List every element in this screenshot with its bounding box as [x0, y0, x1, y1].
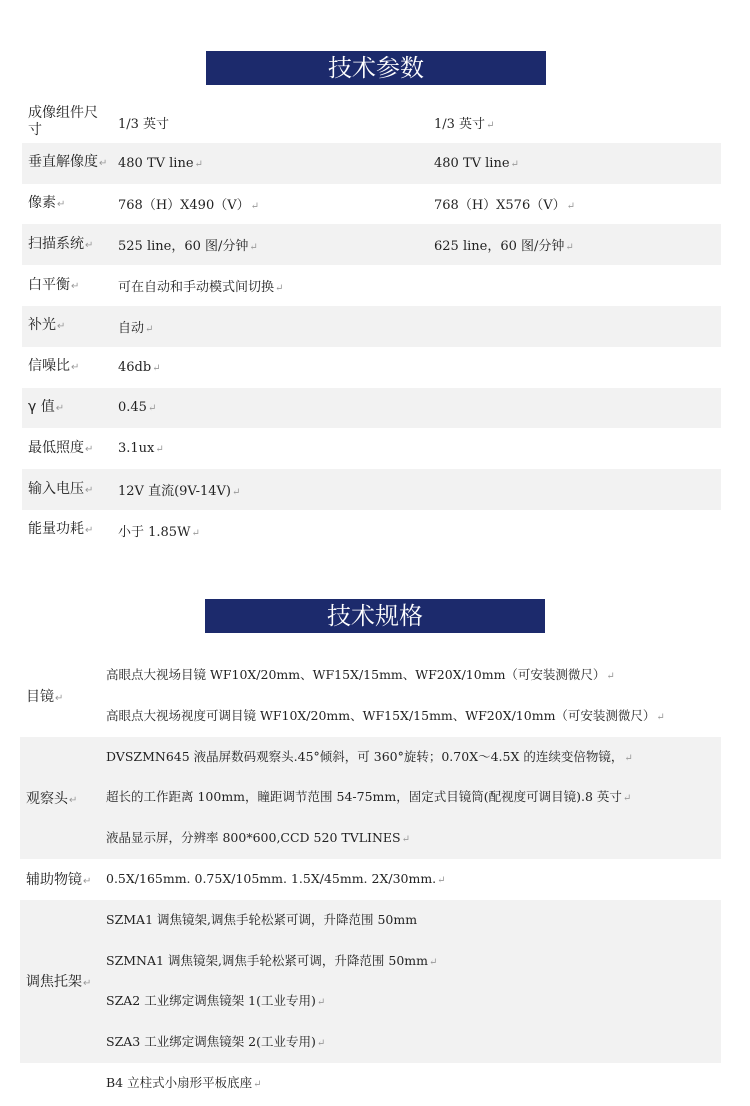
param-value-2: 1/3 英寸	[434, 116, 486, 132]
param-value-1: 480 TV line	[118, 155, 194, 171]
param-label: 像素	[28, 194, 56, 211]
paragraph-mark-icon: ↵	[83, 876, 92, 888]
table-row	[22, 388, 721, 429]
param-label: 成像组件尺寸	[28, 105, 98, 139]
table-row	[22, 469, 721, 510]
paragraph-mark-icon: ↵	[250, 201, 259, 213]
param-value-1: 12V 直流(9V-14V)	[118, 484, 231, 500]
paragraph-mark-icon: ↵	[232, 487, 241, 499]
paragraph-mark-icon: ↵	[145, 323, 154, 335]
spec-label: 调焦托架	[26, 974, 82, 991]
paragraph-mark-icon: ↵	[275, 283, 284, 295]
paragraph-mark-icon: ↵	[429, 956, 438, 968]
paragraph-mark-icon: ↵	[656, 711, 665, 723]
spec-line: SZMA1 调焦镜架,调焦手轮松紧可调，升降范围 50mm	[106, 911, 418, 927]
paragraph-mark-icon: ↵	[57, 321, 66, 333]
param-label: γ 值	[28, 398, 55, 415]
paragraph-mark-icon: ↵	[565, 242, 574, 254]
table-row	[22, 306, 721, 347]
spec-block-base	[20, 1063, 721, 1104]
paragraph-mark-icon: ↵	[71, 362, 80, 374]
spec-line: SZA2 工业绑定调焦镜架 1(工业专用)↵	[106, 993, 326, 1009]
paragraph-mark-icon: ↵	[194, 158, 203, 170]
paragraph-mark-icon: ↵	[55, 692, 64, 704]
param-value-2: 480 TV line	[434, 155, 510, 171]
paragraph-mark-icon: ↵	[191, 527, 200, 539]
param-value-1: 1/3 英寸	[118, 116, 170, 132]
paragraph-mark-icon: ↵	[99, 158, 108, 170]
spec-line: B4 立柱式小扇形平板底座↵	[106, 1074, 262, 1090]
table-row	[22, 265, 721, 306]
paragraph-mark-icon: ↵	[69, 794, 78, 806]
spec-line: 高眼点大视场目镜 WF10X/20mm、WF15X/15mm、WF20X/10mm（可安装测微尺）↵	[106, 667, 615, 682]
param-label: 垂直解像度	[28, 154, 98, 171]
table-row	[22, 184, 721, 225]
spec-line: 0.5X/165mm. 0.75X/105mm. 1.5X/45mm. 2X/30mm.↵	[106, 870, 446, 886]
param-label: 输入电压	[28, 480, 84, 497]
param-label: 白平衡	[28, 276, 70, 293]
param-value-1: 可在自动和手动模式间切换	[118, 280, 275, 296]
table-row	[22, 428, 721, 469]
param-label: 扫描系统	[28, 235, 84, 252]
paragraph-mark-icon: ↵	[437, 874, 446, 886]
param-value-2: 768（H）X576（V）	[434, 198, 566, 214]
param-value-1: 46db	[118, 359, 152, 375]
paragraph-mark-icon: ↵	[85, 525, 94, 537]
paragraph-mark-icon: ↵	[57, 198, 66, 210]
table-row	[22, 224, 721, 265]
paragraph-mark-icon: ↵	[85, 239, 94, 251]
paragraph-mark-icon: ↵	[510, 158, 519, 170]
param-label: 补光	[28, 317, 56, 334]
spec-line: DVSZMN645 液晶屏数码观察头.45°倾斜，可 360°旋转；0.70X～4.5X 的连续变倍物镜，↵	[106, 748, 633, 764]
spec-block-bracket	[20, 900, 721, 1063]
paragraph-mark-icon: ↵	[486, 119, 495, 131]
param-value-1: 0.45	[118, 400, 147, 416]
spec-line: SZMNA1 调焦镜架,调焦手轮松紧可调，升降范围 50mm↵	[106, 952, 438, 968]
spec-line: 超长的工作距离 100mm，瞳距调节范围 54-75mm，固定式目镜筒(配视度可调目镜).8 英寸↵	[106, 789, 632, 805]
paragraph-mark-icon: ↵	[55, 402, 65, 414]
paragraph-mark-icon: ↵	[253, 1078, 262, 1090]
spec-block-aux	[20, 859, 721, 900]
section-title-specs: 技术规格	[205, 599, 545, 633]
paragraph-mark-icon: ↵	[566, 201, 575, 213]
paragraph-mark-icon: ↵	[152, 362, 161, 374]
spec-label: 辅助物镜	[26, 872, 82, 889]
paragraph-mark-icon: ↵	[316, 1038, 326, 1050]
table-row	[22, 143, 721, 184]
table-row	[22, 510, 721, 551]
params-table	[22, 102, 721, 551]
table-row	[22, 347, 721, 388]
param-value-2: 625 line，60 图/分钟	[434, 239, 565, 255]
param-label: 信噪比	[28, 358, 70, 375]
paragraph-mark-icon: ↵	[624, 752, 633, 764]
spec-label: 目镜	[26, 688, 54, 705]
spec-line: 液晶显示屏，分辨率 800*600,CCD 520 TVLINES↵	[106, 830, 410, 846]
param-value-1: 768（H）X490（V）	[118, 198, 250, 214]
paragraph-mark-icon: ↵	[155, 444, 164, 456]
paragraph-mark-icon: ↵	[622, 793, 632, 805]
param-value-1: 小于 1.85W	[118, 524, 191, 540]
paragraph-mark-icon: ↵	[316, 997, 326, 1009]
param-value-1: 自动	[118, 320, 145, 336]
spec-label: 观察头	[26, 790, 68, 807]
param-value-1: 3.1ux	[118, 441, 155, 457]
param-value-1: 525 line，60 图/分钟	[118, 239, 249, 255]
paragraph-mark-icon: ↵	[606, 671, 615, 682]
paragraph-mark-icon: ↵	[147, 403, 157, 415]
spec-line: SZA3 工业绑定调焦镜架 2(工业专用)↵	[106, 1034, 326, 1050]
paragraph-mark-icon: ↵	[249, 242, 258, 254]
spec-line: 高眼点大视场视度可调目镜 WF10X/20mm、WF15X/15mm、WF20X/10mm（可安装测微尺）↵	[106, 707, 665, 723]
spec-block-head	[20, 737, 721, 859]
spec-block-eyepiece	[20, 655, 721, 737]
param-label: 能量功耗	[28, 521, 84, 538]
table-row	[22, 102, 721, 143]
paragraph-mark-icon: ↵	[85, 484, 94, 496]
paragraph-mark-icon: ↵	[71, 280, 80, 292]
param-label: 最低照度	[28, 439, 84, 456]
section-title-params: 技术参数	[206, 51, 546, 85]
paragraph-mark-icon: ↵	[83, 978, 92, 990]
paragraph-mark-icon: ↵	[401, 834, 410, 846]
paragraph-mark-icon: ↵	[85, 443, 94, 455]
specs-table	[20, 655, 721, 1104]
